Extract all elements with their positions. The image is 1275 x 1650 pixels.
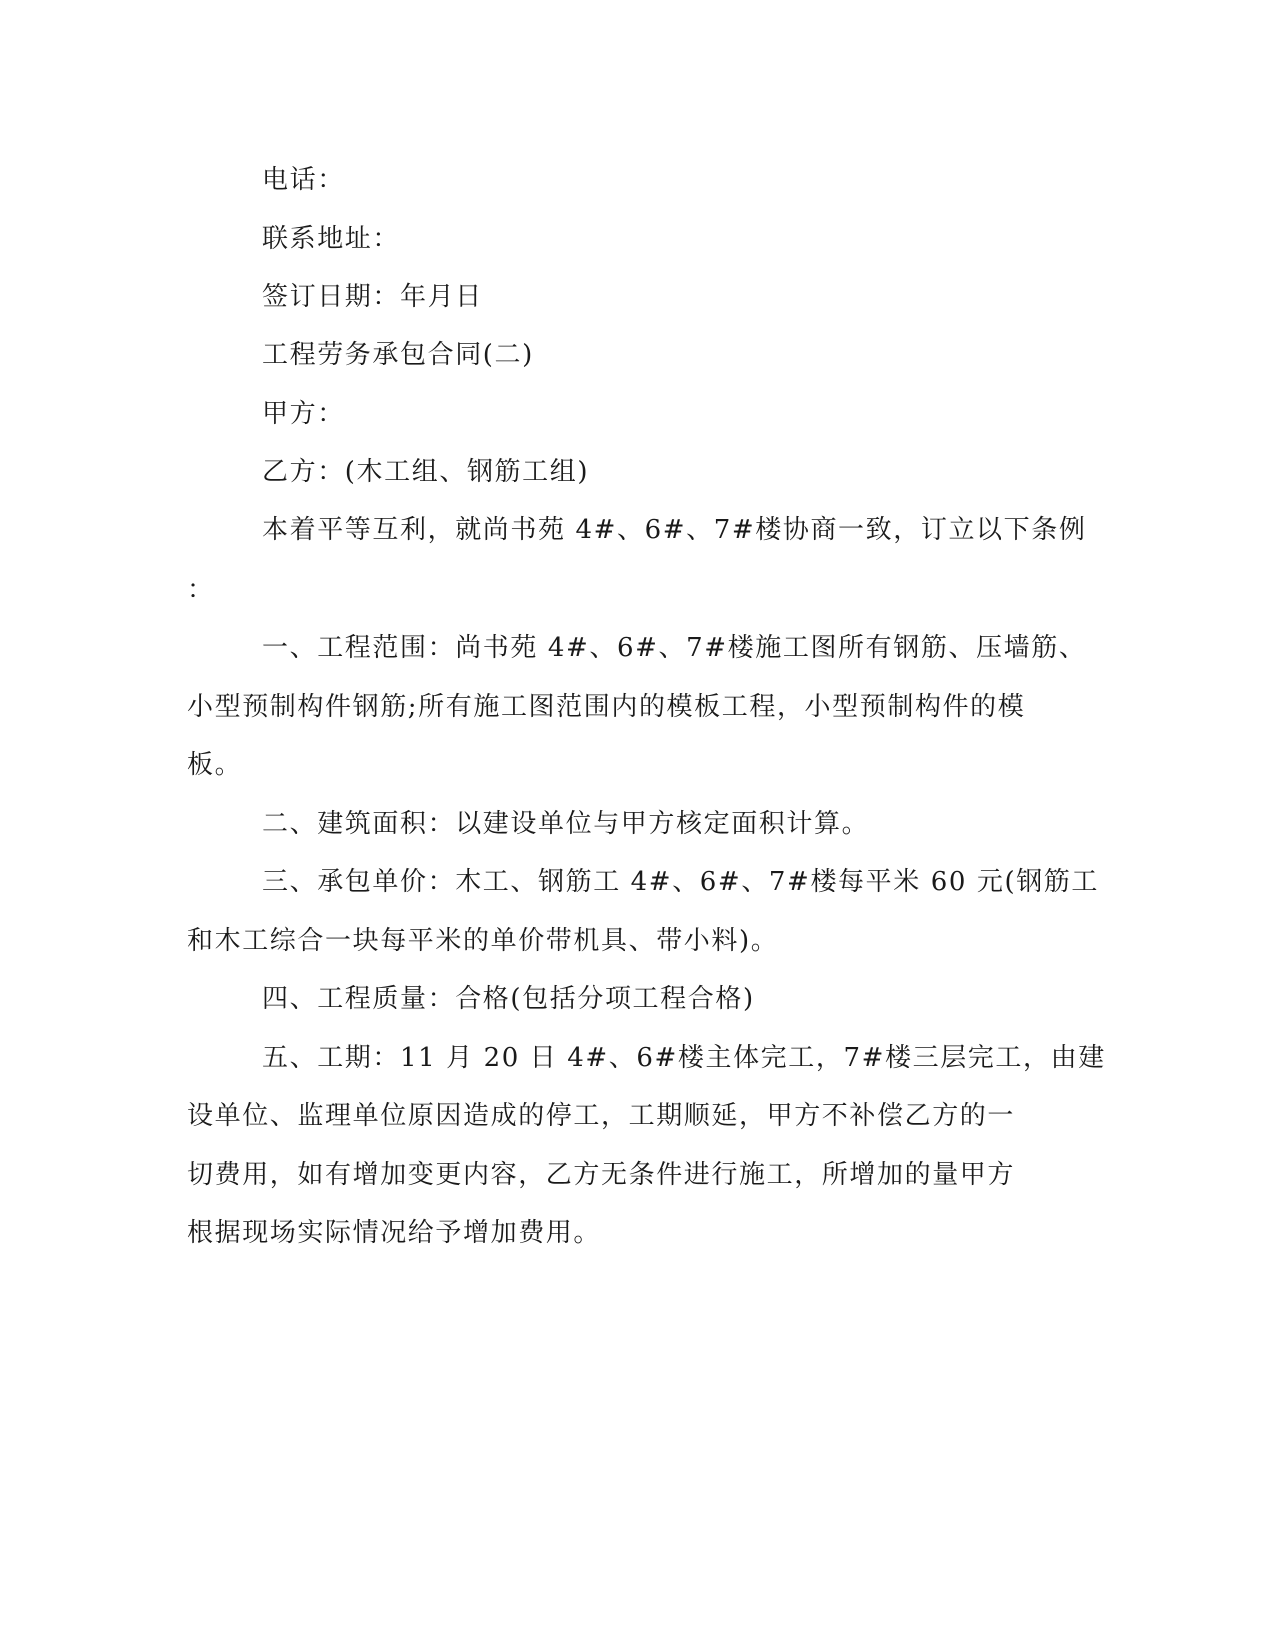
phone-line: 电话： bbox=[262, 165, 345, 195]
clause-5-line-1: 五、工期：11 月 20 日 4#、6#楼主体完工，7#楼三层完工，由建 bbox=[262, 1043, 1106, 1073]
clause-5-line-2: 设单位、监理单位原因造成的停工，工期顺延，甲方不补偿乙方的一 bbox=[187, 1101, 1016, 1131]
sign-date-line: 签订日期：年月日 bbox=[262, 282, 483, 312]
preamble-line: 本着平等互利，就尚书苑 4#、6#、7#楼协商一致，订立以下条例 bbox=[262, 515, 1087, 545]
clause-5-line-3: 切费用，如有增加变更内容，乙方无条件进行施工，所增加的量甲方 bbox=[187, 1160, 1016, 1190]
party-a-line: 甲方： bbox=[262, 399, 345, 429]
preamble-colon: ： bbox=[187, 575, 215, 605]
clause-3-line-2: 和木工综合一块每平米的单价带机具、带小料)。 bbox=[187, 926, 779, 956]
clause-5-line-4: 根据现场实际情况给予增加费用。 bbox=[187, 1218, 602, 1248]
contract-title: 工程劳务承包合同(二) bbox=[262, 340, 534, 370]
address-line: 联系地址： bbox=[262, 224, 401, 254]
clause-1-line-3: 板。 bbox=[187, 750, 243, 780]
clause-1-line-1: 一、工程范围：尚书苑 4#、6#、7#楼施工图所有钢筋、压墙筋、 bbox=[262, 633, 1087, 663]
clause-1-line-2: 小型预制构件钢筋;所有施工图范围内的模板工程，小型预制构件的模 bbox=[187, 692, 1026, 722]
clause-2-line: 二、建筑面积：以建设单位与甲方核定面积计算。 bbox=[262, 809, 870, 839]
clause-4-line: 四、工程质量：合格(包括分项工程合格) bbox=[262, 984, 755, 1014]
clause-3-line-1: 三、承包单价：木工、钢筋工 4#、6#、7#楼每平米 60 元(钢筋工 bbox=[262, 867, 1100, 897]
party-b-line: 乙方：(木工组、钢筋工组) bbox=[262, 457, 590, 487]
